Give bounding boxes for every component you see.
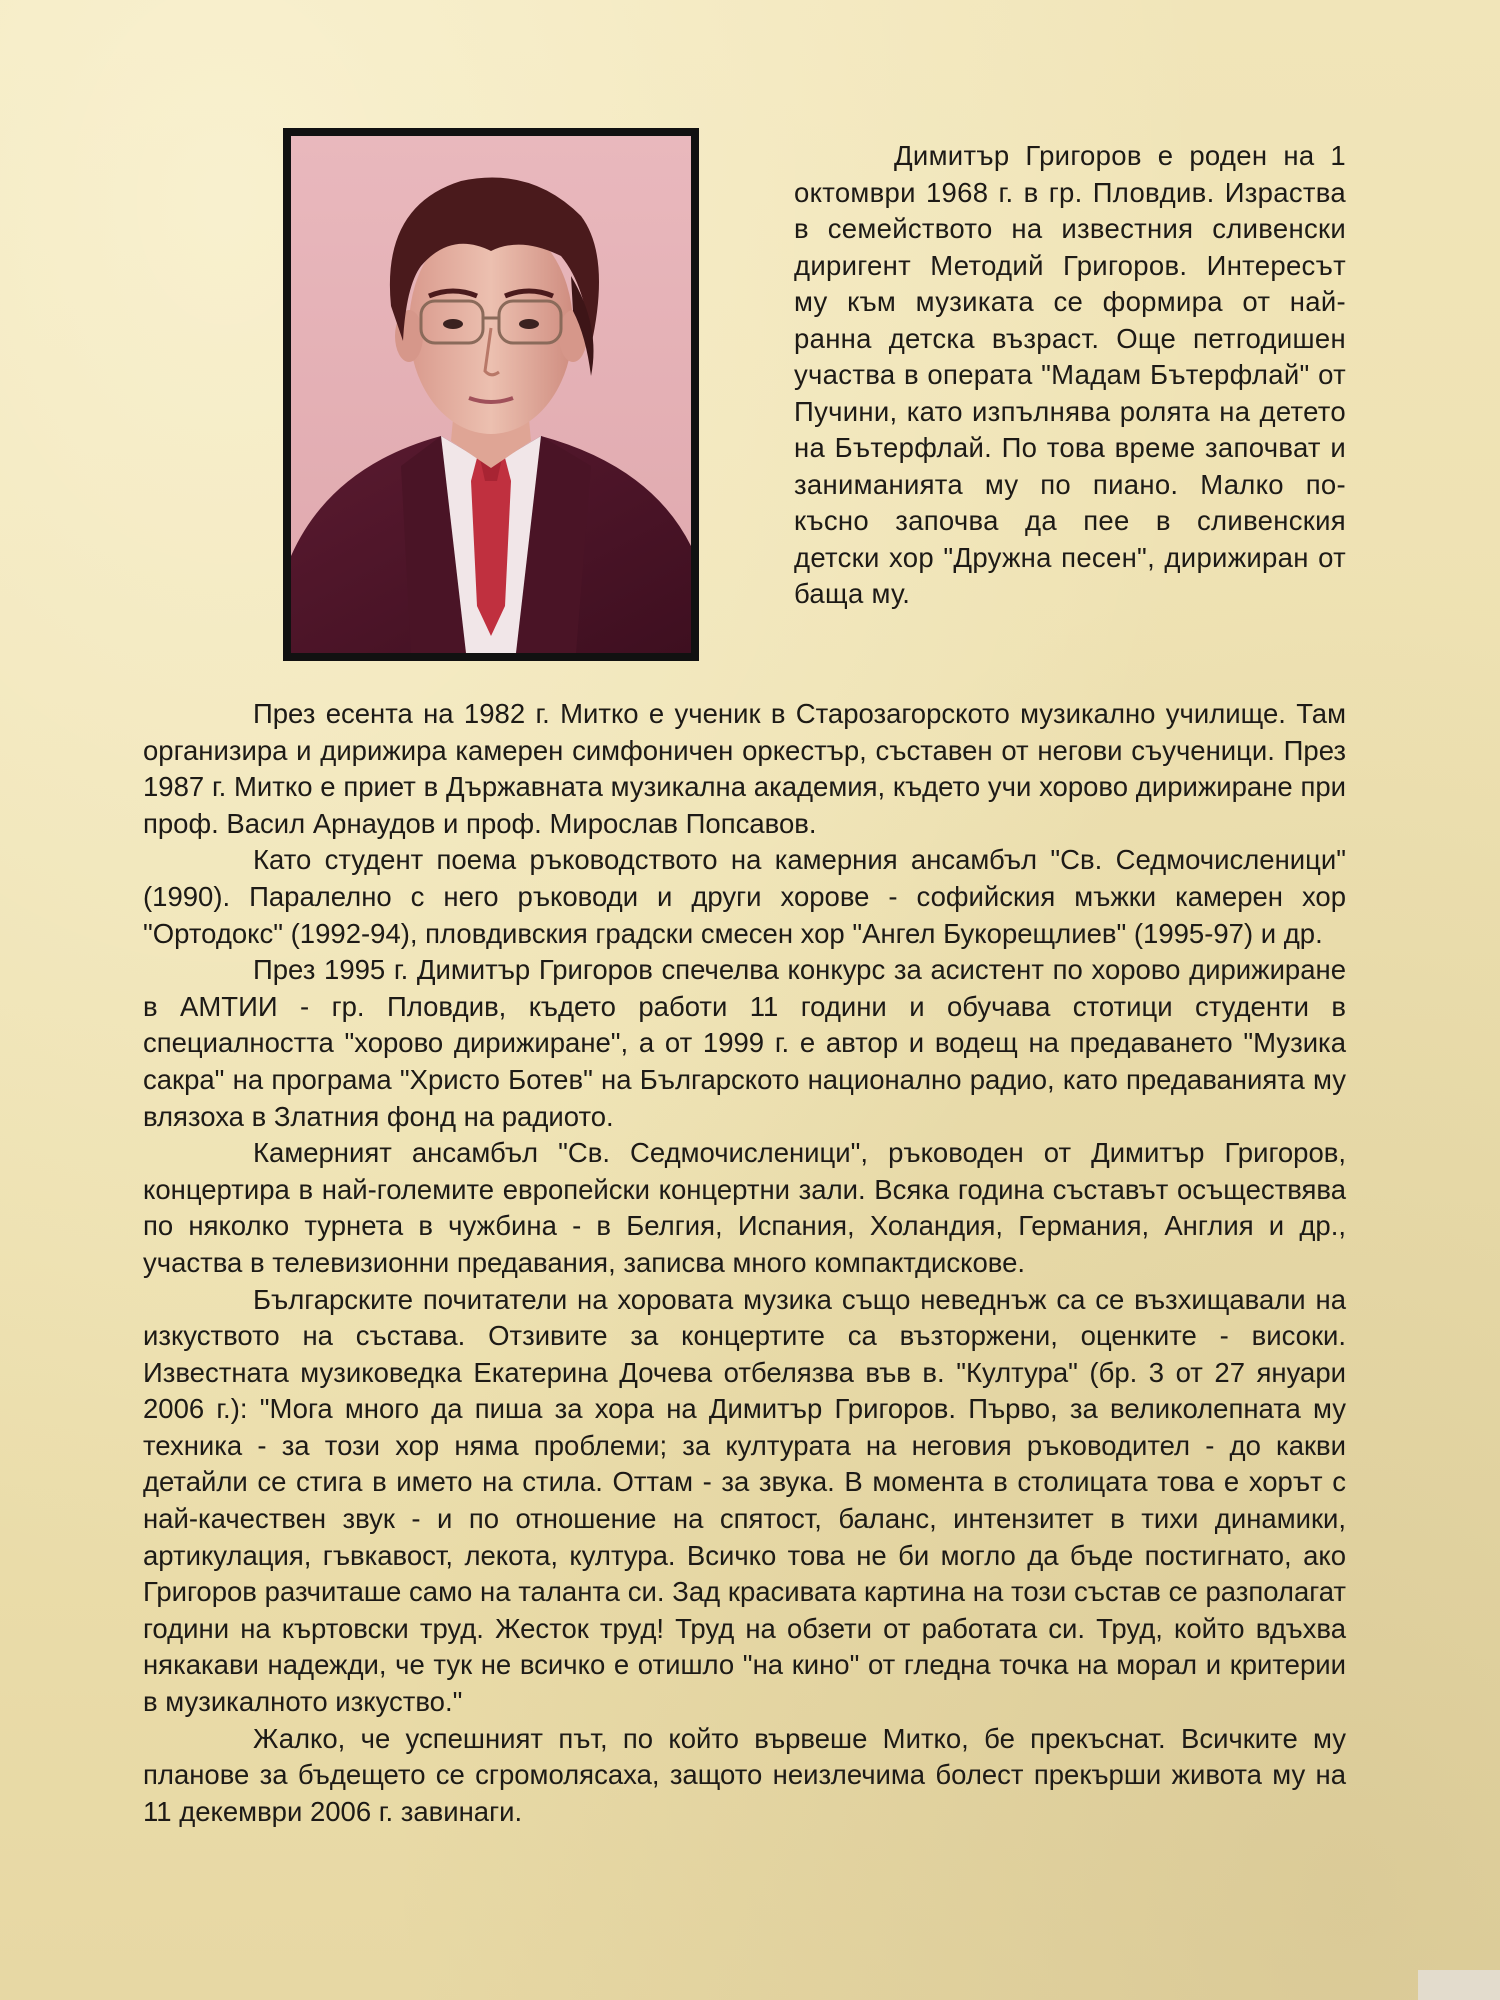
page-corner bbox=[1418, 1970, 1500, 2000]
biography-text bbox=[143, 696, 1346, 1830]
intro-paragraph: Димитър Григоров е роден на 1 октомври 1968 г. в гр. Пловдив. Израства в семейството на известния сливенски диригент Методий Григоров. Интересът му към музиката се формира от най-ранна детска възраст. Още петгодишен участва в операта "Мадам Бътерфлай" от Пучини, като изпълнява ролята на детето на Бътерфлай. По това време започват и заниманията му по пиано. Малко по-късно започва да пее в сливенския детски хор "Дружна песен", дирижиран от баща му. bbox=[794, 140, 1346, 609]
paragraph-closing: Жалко, че успешният път, по който вървеше Митко, бе прекъснат. Всичките му планове за бъдещето се сгромолясаха, защото неизлечима болест прекърши живота му на 11 декември 2006 г. завинаги. bbox=[143, 1722, 1346, 1827]
paragraph-review-quote: Българските почитатели на хоровата музика също неведнъж са се възхищавали на изкуството на състава. Отзивите за концертите са възторжени, оценките - високи. Известната музиковедка Екатерина Дочева отбелязва във в. "Култура" (бр. 3 от 27 януари 2006 г.): "Мога много да пиша за хора на Димитър Григоров. Първо, за великолепната му техника - за този хор няма проблеми; за културата на неговия ръководител - до какви детайли се стига в името на стила. Оттам - за звука. В момента в столицата това е хорът с най-качествен звук - и по отношение на спятост, баланс, интензитет в тихи динамики, артикулация, гъвкавост, лекота, култура. Всичко това не би могло да бъде постигнато, ако Григоров разчиташе само на таланта си. Зад красивата картина на този състав се разполагат години на къртовски труд. Жесток труд! Труд на обзети от работата си. Труд, който вдъхва някакави надежди, че тук не всичко е отишло "на кино" от гледна точка на морал и критерии в музикалното изкуство." bbox=[143, 1283, 1346, 1718]
paragraph-amtii-radio: През 1995 г. Димитър Григоров спечелва конкурс за асистент по хорово дирижиране в АМТИИ - гр. Пловдив, където работи 11 години и обучава стотици студенти в специалността "хорово дирижиране", а от 1999 г. е автор и водещ на предаването "Музика сакра" на програма "Христо Ботев" на Българското национално радио, като предаванията му влязоха в Златния фонд на радиото. bbox=[143, 954, 1346, 1132]
paragraph-student-choirs: Като студент поема ръководството на камерния ансамбъл "Св. Седмочисленици" (1990). Паралелно с него ръководи и други хорове - софийския мъжки камерен хор "Ортодокс" (1992-94), пловдивския градски смесен хор "Ангел Букорещлиев" (1995-97) и др. bbox=[143, 844, 1346, 949]
portrait-image bbox=[291, 136, 691, 653]
paragraph-education: През есента на 1982 г. Митко е ученик в Старозагорското музикално училище. Там организира и дирижира камерен симфоничен оркестър, съставен от негови съученици. През 1987 г. Митко е приет в Държавната музикална академия, където учи хорово дирижиране при проф. Васил Арнаудов и проф. Мирослав Попсавов. bbox=[143, 698, 1346, 839]
portrait-photo bbox=[283, 128, 699, 661]
paragraph-ensemble-tours: Камерният ансамбъл "Св. Седмочисленици", ръководен от Димитър Григоров, концертира в най-големите европейски концертни зали. Всяка година съставът осъществява по няколко турнета в чужбина - в Белгия, Испания, Холандия, Германия, Англия и др., участва в телевизионни предавания, записва много компактдискове. bbox=[143, 1137, 1346, 1278]
